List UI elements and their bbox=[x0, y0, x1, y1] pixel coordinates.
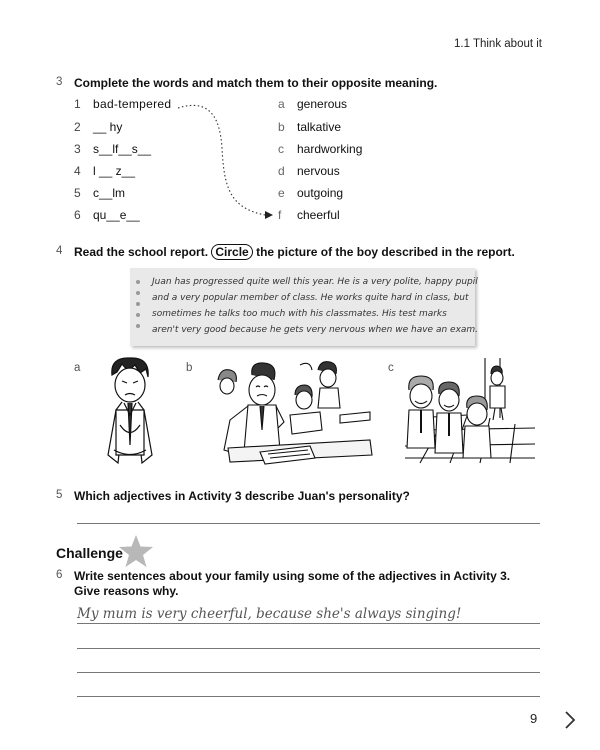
q3-item-number: 2 bbox=[74, 120, 81, 134]
section-header: 1.1 Think about it bbox=[453, 38, 542, 50]
report-line: sometimes he talks too much with his classmates. His test marks bbox=[152, 309, 447, 319]
report-line: and a very popular member of class. He works quite hard in class, but bbox=[152, 293, 469, 303]
q3-number: 3 bbox=[56, 76, 63, 88]
q6-instruction-line1: Write sentences about your family using some of the adjectives in Activity 3. bbox=[74, 569, 511, 583]
q3-item-number: 6 bbox=[74, 208, 81, 222]
q6-answer-line[interactable] bbox=[77, 623, 540, 624]
picture-c-popular-boy[interactable] bbox=[405, 358, 535, 468]
school-report bbox=[130, 268, 479, 346]
q3-option-word: outgoing bbox=[297, 186, 344, 200]
star-icon bbox=[118, 534, 154, 568]
example-answer: My mum is very cheerful, because she's always singing! bbox=[77, 606, 462, 622]
challenge-title: Challenge bbox=[56, 545, 123, 561]
q6-answer-line[interactable] bbox=[77, 696, 540, 697]
q4-circled-word: Circle bbox=[211, 244, 252, 260]
q3-option-letter: b bbox=[278, 120, 285, 134]
matching-arrow bbox=[170, 98, 280, 223]
report-line: aren't very good because he gets very nervous when we have an exam. bbox=[152, 325, 479, 335]
q3-option-word: cheerful bbox=[297, 208, 340, 222]
q3-item-number: 4 bbox=[74, 164, 81, 178]
q4-instruction bbox=[74, 245, 515, 259]
q3-item-number: 1 bbox=[74, 97, 81, 111]
q3-option-word: nervous bbox=[297, 164, 340, 178]
picture-label-a: a bbox=[74, 362, 81, 374]
q3-item-word[interactable]: c__lm bbox=[93, 186, 126, 200]
q6-instruction-line2: Give reasons why. bbox=[74, 584, 179, 598]
q3-option-letter: c bbox=[278, 142, 284, 156]
q5-number: 5 bbox=[56, 489, 63, 501]
q3-item-word: bad-tempered bbox=[93, 97, 172, 111]
q3-item-word[interactable]: l __ z__ bbox=[93, 164, 136, 178]
chevron-right-icon[interactable] bbox=[563, 710, 577, 730]
q4-text-before: Read the school report. bbox=[74, 245, 209, 259]
q3-option-word: generous bbox=[297, 97, 348, 111]
q3-item-word[interactable]: qu__e__ bbox=[93, 208, 140, 222]
picture-b-nervous-boy[interactable] bbox=[200, 360, 375, 475]
page-number: 9 bbox=[530, 711, 538, 726]
q3-option-letter: e bbox=[278, 186, 285, 200]
report-line: Juan has progressed quite well this year. He is a very polite, happy pupil bbox=[152, 277, 478, 287]
picture-a-shy-boy[interactable] bbox=[100, 355, 160, 470]
picture-label-c[interactable]: c bbox=[388, 362, 394, 374]
q5-instruction: Which adjectives in Activity 3 describe Juan's personality? bbox=[74, 489, 410, 503]
q6-number: 6 bbox=[56, 569, 63, 581]
q3-option-word: hardworking bbox=[297, 142, 363, 156]
q3-option-letter: d bbox=[278, 164, 285, 178]
picture-label-b: b bbox=[186, 362, 193, 374]
q4-number: 4 bbox=[56, 245, 63, 257]
q3-item-word[interactable]: s__lf__s__ bbox=[93, 142, 152, 156]
q3-instruction: Complete the words and match them to their opposite meaning. bbox=[74, 76, 438, 90]
q3-option-letter: f bbox=[278, 208, 282, 222]
q6-answer-line[interactable] bbox=[77, 672, 540, 673]
q3-option-word: talkative bbox=[297, 120, 342, 134]
q5-answer-line[interactable] bbox=[77, 523, 540, 524]
q3-item-number: 3 bbox=[74, 142, 81, 156]
q3-item-word[interactable]: __ hy bbox=[93, 120, 123, 134]
q6-answer-line[interactable] bbox=[77, 648, 540, 649]
q4-text-after: the picture of the boy described in the report. bbox=[256, 245, 515, 259]
q3-option-letter: a bbox=[278, 97, 285, 111]
q3-item-number: 5 bbox=[74, 186, 81, 200]
